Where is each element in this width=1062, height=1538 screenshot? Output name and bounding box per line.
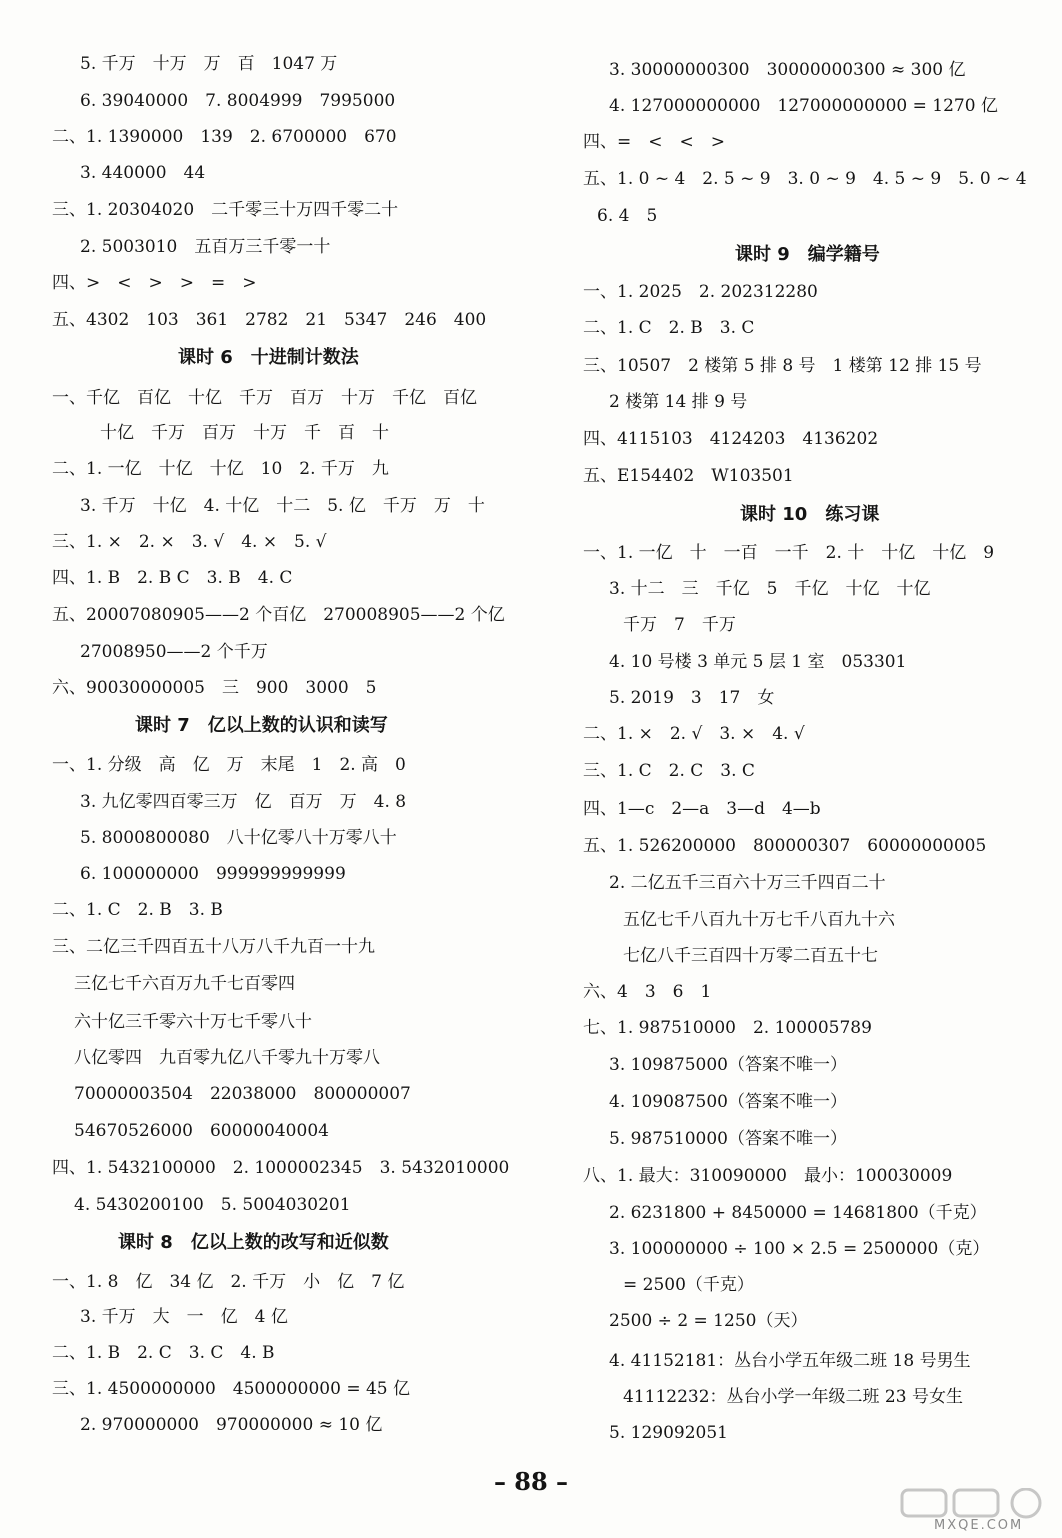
text-line: 五、4302 103 361 2782 21 5347 246 400 bbox=[52, 310, 487, 330]
text-line: 4. 5430200100 5. 5004030201 bbox=[74, 1195, 351, 1215]
text-line: 二、1. 1390000 139 2. 6700000 670 bbox=[52, 127, 397, 147]
text-line: 二、1. B 2. C 3. C 4. B bbox=[52, 1343, 275, 1363]
text-line: 6. 39040000 7. 8004999 7995000 bbox=[80, 91, 396, 111]
text-line: 一、千亿 百亿 十亿 千万 百万 十万 千亿 百亿 bbox=[52, 388, 477, 408]
section-heading: 课时 8 亿以上数的改写和近似数 bbox=[118, 1232, 389, 1253]
text-line: 70000003504 22038000 800000007 bbox=[74, 1084, 411, 1104]
text-line: 5. 8000800080 八十亿零八十万零八十 bbox=[80, 828, 397, 848]
text-line: 六十亿三千零六十万七千零八十 bbox=[74, 1012, 312, 1032]
text-line: 四、= < < > bbox=[583, 132, 725, 152]
text-line: 三、1. × 2. × 3. √ 4. × 5. √ bbox=[52, 532, 327, 552]
text-line: 三、1. 4500000000 4500000000 = 45 亿 bbox=[52, 1379, 411, 1399]
text-line: 四、1—c 2—a 3—d 4—b bbox=[583, 799, 821, 819]
text-line: 4. 10 号楼 3 单元 5 层 1 室 053301 bbox=[609, 652, 907, 672]
text-line: 6. 100000000 999999999999 bbox=[80, 864, 346, 884]
section-heading: 课时 9 编学籍号 bbox=[735, 244, 880, 265]
text-line: 二、1. × 2. √ 3. × 4. √ bbox=[583, 724, 805, 744]
section-heading: 课时 6 十进制计数法 bbox=[178, 347, 359, 368]
text-line: 四、1. B 2. B C 3. B 4. C bbox=[52, 568, 293, 588]
text-line: 一、1. 分级 高 亿 万 末尾 1 2. 高 0 bbox=[52, 755, 406, 775]
text-line: 七、1. 987510000 2. 100005789 bbox=[583, 1018, 872, 1038]
text-line: 2500 ÷ 2 = 1250（天） bbox=[609, 1311, 808, 1331]
text-line: 八、1. 最大：310090000 最小：100030009 bbox=[583, 1166, 953, 1186]
page-number: – 88 – bbox=[493, 1467, 569, 1496]
text-line: 五、1. 0 ~ 4 2. 5 ~ 9 3. 0 ~ 9 4. 5 ~ 9 5. 0 ~ 4 bbox=[583, 169, 1027, 189]
watermark-text: MXQE.COM bbox=[934, 1518, 1024, 1533]
text-line: 六、4 3 6 1 bbox=[583, 982, 712, 1002]
text-line: 2 楼第 14 排 9 号 bbox=[609, 392, 748, 412]
watermark-logo bbox=[900, 1488, 1060, 1534]
text-line: 3. 440000 44 bbox=[80, 163, 206, 183]
text-line: 千万 7 千万 bbox=[623, 615, 736, 635]
text-line: 3. 十二 三 千亿 5 千亿 十亿 十亿 bbox=[609, 579, 931, 599]
text-line: 3. 九亿零四百零三万 亿 百万 万 4. 8 bbox=[80, 792, 407, 812]
text-line: = 2500（千克） bbox=[623, 1275, 754, 1295]
text-line: 5. 987510000（答案不唯一） bbox=[609, 1129, 847, 1149]
text-line: 2. 970000000 970000000 ≈ 10 亿 bbox=[80, 1415, 383, 1435]
text-line: 五、1. 526200000 800000307 60000000005 bbox=[583, 836, 987, 856]
text-line: 一、1. 一亿 十 一百 一千 2. 十 十亿 十亿 9 bbox=[583, 543, 995, 563]
text-line: 3. 109875000（答案不唯一） bbox=[609, 1055, 847, 1075]
text-line: 3. 100000000 ÷ 100 × 2.5 = 2500000（克） bbox=[609, 1239, 990, 1259]
text-line: 一、1. 2025 2. 202312280 bbox=[583, 282, 818, 302]
text-line: 4. 127000000000 127000000000 = 1270 亿 bbox=[609, 96, 998, 116]
text-line: 2. 二亿五千三百六十万三千四百二十 bbox=[609, 873, 886, 893]
text-line: 4. 109087500（答案不唯一） bbox=[609, 1092, 847, 1112]
text-line: 27008950——2 个千万 bbox=[80, 642, 268, 662]
text-line: 3. 千万 大 一 亿 4 亿 bbox=[80, 1307, 288, 1327]
text-line: 5. 千万 十万 万 百 1047 万 bbox=[80, 54, 338, 74]
text-line: 二、1. C 2. B 3. C bbox=[583, 318, 755, 338]
text-line: 七亿八千三百四十万零二百五十七 bbox=[623, 946, 878, 966]
text-line: 2. 6231800 + 8450000 = 14681800（千克） bbox=[609, 1203, 987, 1223]
text-line: 5. 2019 3 17 女 bbox=[609, 688, 775, 708]
text-line: 五、20007080905——2 个百亿 270008905——2 个亿 bbox=[52, 605, 505, 625]
text-line: 41112232：丛台小学一年级二班 23 号女生 bbox=[623, 1387, 963, 1407]
text-line: 2. 5003010 五百万三千零一十 bbox=[80, 237, 331, 257]
text-line: 六、90030000005 三 900 3000 5 bbox=[52, 678, 377, 698]
text-line: 3. 30000000300 30000000300 ≈ 300 亿 bbox=[609, 60, 966, 80]
text-line: 一、1. 8 亿 34 亿 2. 千万 小 亿 7 亿 bbox=[52, 1272, 405, 1292]
text-line: 五、E154402 W103501 bbox=[583, 466, 794, 486]
text-line: 6. 4 5 bbox=[597, 206, 658, 226]
text-line: 四、4115103 4124203 4136202 bbox=[583, 429, 879, 449]
text-line: 三、二亿三千四百五十八万八千九百一十九 bbox=[52, 937, 375, 957]
text-line: 四、> < > > = > bbox=[52, 273, 257, 293]
text-line: 四、1. 5432100000 2. 1000002345 3. 5432010000 bbox=[52, 1158, 510, 1178]
text-line: 三、10507 2 楼第 5 排 8 号 1 楼第 12 排 15 号 bbox=[583, 356, 982, 376]
text-line: 三、1. 20304020 二千零三十万四千零二十 bbox=[52, 200, 399, 220]
text-line: 三亿七千六百万九千七百零四 bbox=[74, 974, 295, 994]
text-line: 五亿七千八百九十万七千八百九十六 bbox=[623, 910, 895, 930]
section-heading: 课时 7 亿以上数的认识和读写 bbox=[135, 715, 388, 736]
text-line: 5. 129092051 bbox=[609, 1423, 728, 1443]
text-line: 二、1. 一亿 十亿 十亿 10 2. 千万 九 bbox=[52, 459, 389, 479]
text-line: 三、1. C 2. C 3. C bbox=[583, 761, 755, 781]
text-line: 54670526000 60000040004 bbox=[74, 1121, 329, 1141]
text-line: 十亿 千万 百万 十万 千 百 十 bbox=[100, 423, 389, 443]
text-line: 八亿零四 九百零九亿八千零九十万零八 bbox=[74, 1048, 380, 1068]
text-line: 4. 41152181：丛台小学五年级二班 18 号男生 bbox=[609, 1351, 971, 1371]
text-line: 3. 千万 十亿 4. 十亿 十二 5. 亿 千万 万 十 bbox=[80, 496, 485, 516]
section-heading: 课时 10 练习课 bbox=[740, 504, 880, 525]
text-line: 二、1. C 2. B 3. B bbox=[52, 900, 223, 920]
